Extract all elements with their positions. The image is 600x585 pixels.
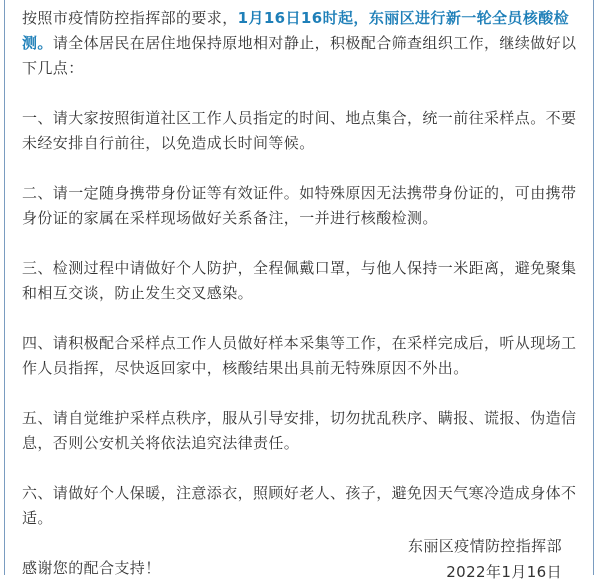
notice-item-5: 五、请自觉维护采样点秩序，服从引导安排，切勿扰乱秩序、瞒报、谎报、伪造信息，否则公安机关将依法追究法律责任。 [22,409,577,452]
notice-item-4: 四、请积极配合采样点工作人员做好样本采集等工作，在采样完成后，听从现场工作人员指挥，尽快返回家中，核酸结果出具前无特殊原因不外出。 [22,334,577,377]
intro-text-1: 按照市疫情防控指挥部的要求， [22,9,238,27]
notice-body [22,6,582,581]
highlight-time: 1月16日16时起 [237,9,354,27]
signature-org: 东丽区疫情防控指挥部 [407,537,562,555]
notice-item-6: 六、请做好个人保暖，注意添衣，照顾好老人、孩子，避免因天气寒冷造成身体不适。 [22,484,577,527]
notice-item-2: 二、请一定随身携带身份证等有效证件。如特殊原因无法携带身份证的，可由携带身份证的家属在采样现场做好关系备注，一并进行核酸检测。 [22,184,577,227]
notice-item-1: 一、请大家按照街道社区工作人员指定的时间、地点集合，统一前往采样点。不要未经安排自行前往，以免造成长时间等候。 [22,109,577,152]
intro-paragraph [22,6,582,81]
highlight-sep: ， [353,9,369,27]
thanks-line: 感谢您的配合支持！ [22,559,161,577]
signature-date: 2022年1月16日 [446,563,562,581]
notice-item-3: 三、检测过程中请做好个人防护，全程佩戴口罩，与他人保持一米距离，避免聚集和相互交谈，防止发生交叉感染。 [22,259,577,302]
intro-text-2: 请全体居民在居住地保持原地相对静止，积极配合筛查组织工作，继续做好以下几点： [22,34,577,77]
highlight-district: 东丽区进行新一轮全员核酸检测。 [22,9,570,52]
